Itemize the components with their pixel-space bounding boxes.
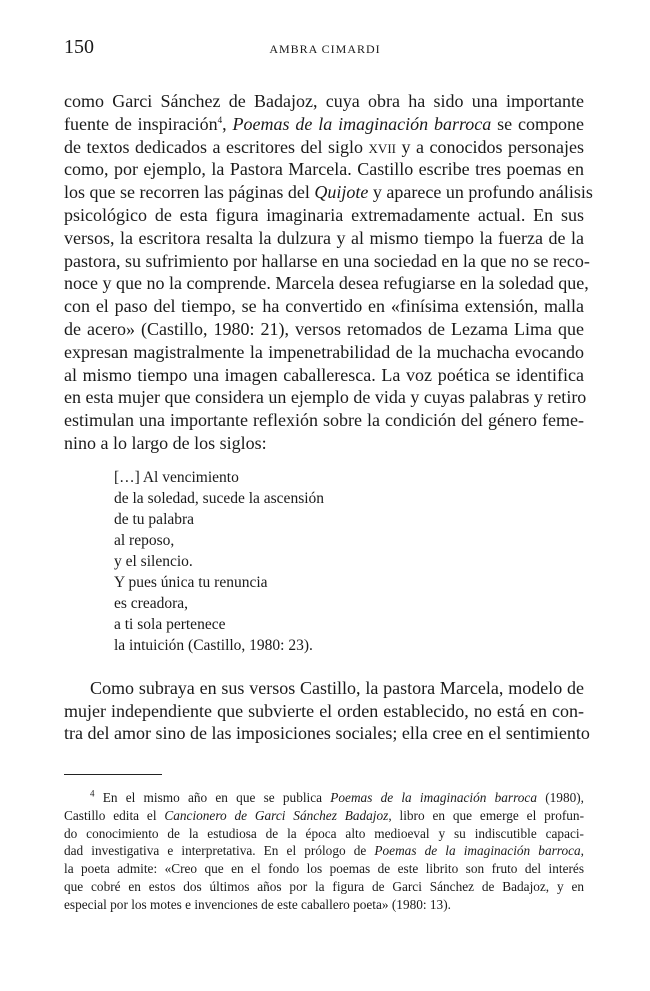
text-line: estimulan una importante reflexión sobre la condición del género feme- xyxy=(64,410,584,431)
verse-line: Y pues única tu renuncia xyxy=(114,573,268,591)
verse-quotation xyxy=(114,467,584,656)
footnote-number: 4 xyxy=(90,788,95,799)
book-title: Poemas de la imaginación barroca xyxy=(374,843,581,859)
book-title: Poemas de la imaginación barroca xyxy=(232,113,492,134)
text-line: de textos dedicados a escritores del siglo xvii y a conocidos personajes xyxy=(64,136,584,157)
paragraph-2 xyxy=(64,677,590,745)
text-line: expresan magistralmente la impenetrabilidad de la muchacha evocando xyxy=(64,341,584,362)
text-line: Castillo edita el Cancionero de Garci Sánchez Badajoz, libro en que emerge el profun- xyxy=(64,807,584,823)
text-line: de acero» (Castillo, 1980: 21), versos retomados de Lezama Lima que xyxy=(64,318,584,339)
book-title: Cancionero de Garci Sánchez Badajoz xyxy=(164,807,389,823)
text-line: do conocimiento de la estudiosa de la época alto medioeval y su indiscutible capaci- xyxy=(64,825,584,841)
main-text xyxy=(64,90,593,745)
text-line: Como subraya en sus versos Castillo, la pastora Marcela, modelo de xyxy=(90,677,584,698)
verse-line: de la soledad, sucede la ascensión xyxy=(114,489,325,507)
page-number: 150 xyxy=(64,36,94,58)
text-line: pastora, su sufrimiento por hallarse en una sociedad en la que no se reco- xyxy=(64,250,590,271)
verse-line: al reposo, xyxy=(114,531,175,549)
verse-line: […] Al vencimiento xyxy=(114,468,239,486)
book-title: Quijote xyxy=(314,182,369,203)
text-line: que cobré en estos dos últimos años por la figura de Garci Sánchez de Badajoz, y en xyxy=(64,878,584,894)
verse-line: a ti sola pertenece xyxy=(114,615,226,633)
footnote-separator xyxy=(64,774,162,775)
text-line: fuente de inspiración$^4$, Poemas de la imaginación barroca se compone xyxy=(64,113,584,134)
text-line: los que se recorren las páginas del Quijote y aparece un profundo análisis xyxy=(64,182,593,203)
text-line: al mismo tiempo una imagen caballeresca. La voz poética se identifica xyxy=(64,364,584,385)
text-line: con el paso del tiempo, se ha convertido en «finísima extensión, malla xyxy=(64,296,584,317)
text-line: mujer independiente que subvierte el orden establecido, no está en con- xyxy=(64,700,584,721)
text-line: tra del amor sino de las imposiciones sociales; ella cree en el sentimiento xyxy=(64,723,590,744)
verse-line: de tu palabra xyxy=(114,510,195,528)
text-line: como, por ejemplo, la Pastora Marcela. Castillo escribe tres poemas en xyxy=(64,159,584,180)
century-numeral: xvii xyxy=(368,136,396,157)
text-line: dad investigativa e interpretativa. En el prólogo de Poemas de la imaginación barroca, xyxy=(64,843,584,859)
text-line: noce y que no la comprende. Marcela desea refugiarse en la soledad que, xyxy=(64,273,589,294)
footnote-reference[interactable]: 4 xyxy=(217,114,223,125)
text-line: nino a lo largo de los siglos: xyxy=(64,432,267,453)
text-line: especial por los motes e invenciones de este caballero poeta» (1980: 13). xyxy=(64,896,451,912)
text-line: la poeta admite: «Creo que en el fondo los poemas de este librito son fruto del interés xyxy=(64,861,584,877)
text-line: psicológico de esta figura imaginaria extremadamente actual. En sus xyxy=(64,204,584,225)
book-title: Poemas de la imaginación barroca xyxy=(330,790,537,805)
running-head: AMBRA CIMARDI xyxy=(269,42,381,56)
verse-line: es creadora, xyxy=(114,594,189,612)
paragraph-1 xyxy=(64,90,593,455)
footnote-4 xyxy=(64,789,584,914)
verse-line: y el silencio. xyxy=(114,552,193,570)
text-line: en esta mujer que considera un ejemplo de vida y cuyas palabras y retiro xyxy=(64,387,587,408)
verse-line: la intuición (Castillo, 1980: 23). xyxy=(114,636,313,654)
text-line: $^4$ En el mismo año en que se publica Poemas de la imaginación barroca (1980), xyxy=(90,788,584,805)
text-line: versos, la escritora resalta la dulzura y al mismo tiempo la fuerza de la xyxy=(64,227,584,248)
text-line: como Garci Sánchez de Badajoz, cuya obra ha sido una importante xyxy=(64,91,584,111)
